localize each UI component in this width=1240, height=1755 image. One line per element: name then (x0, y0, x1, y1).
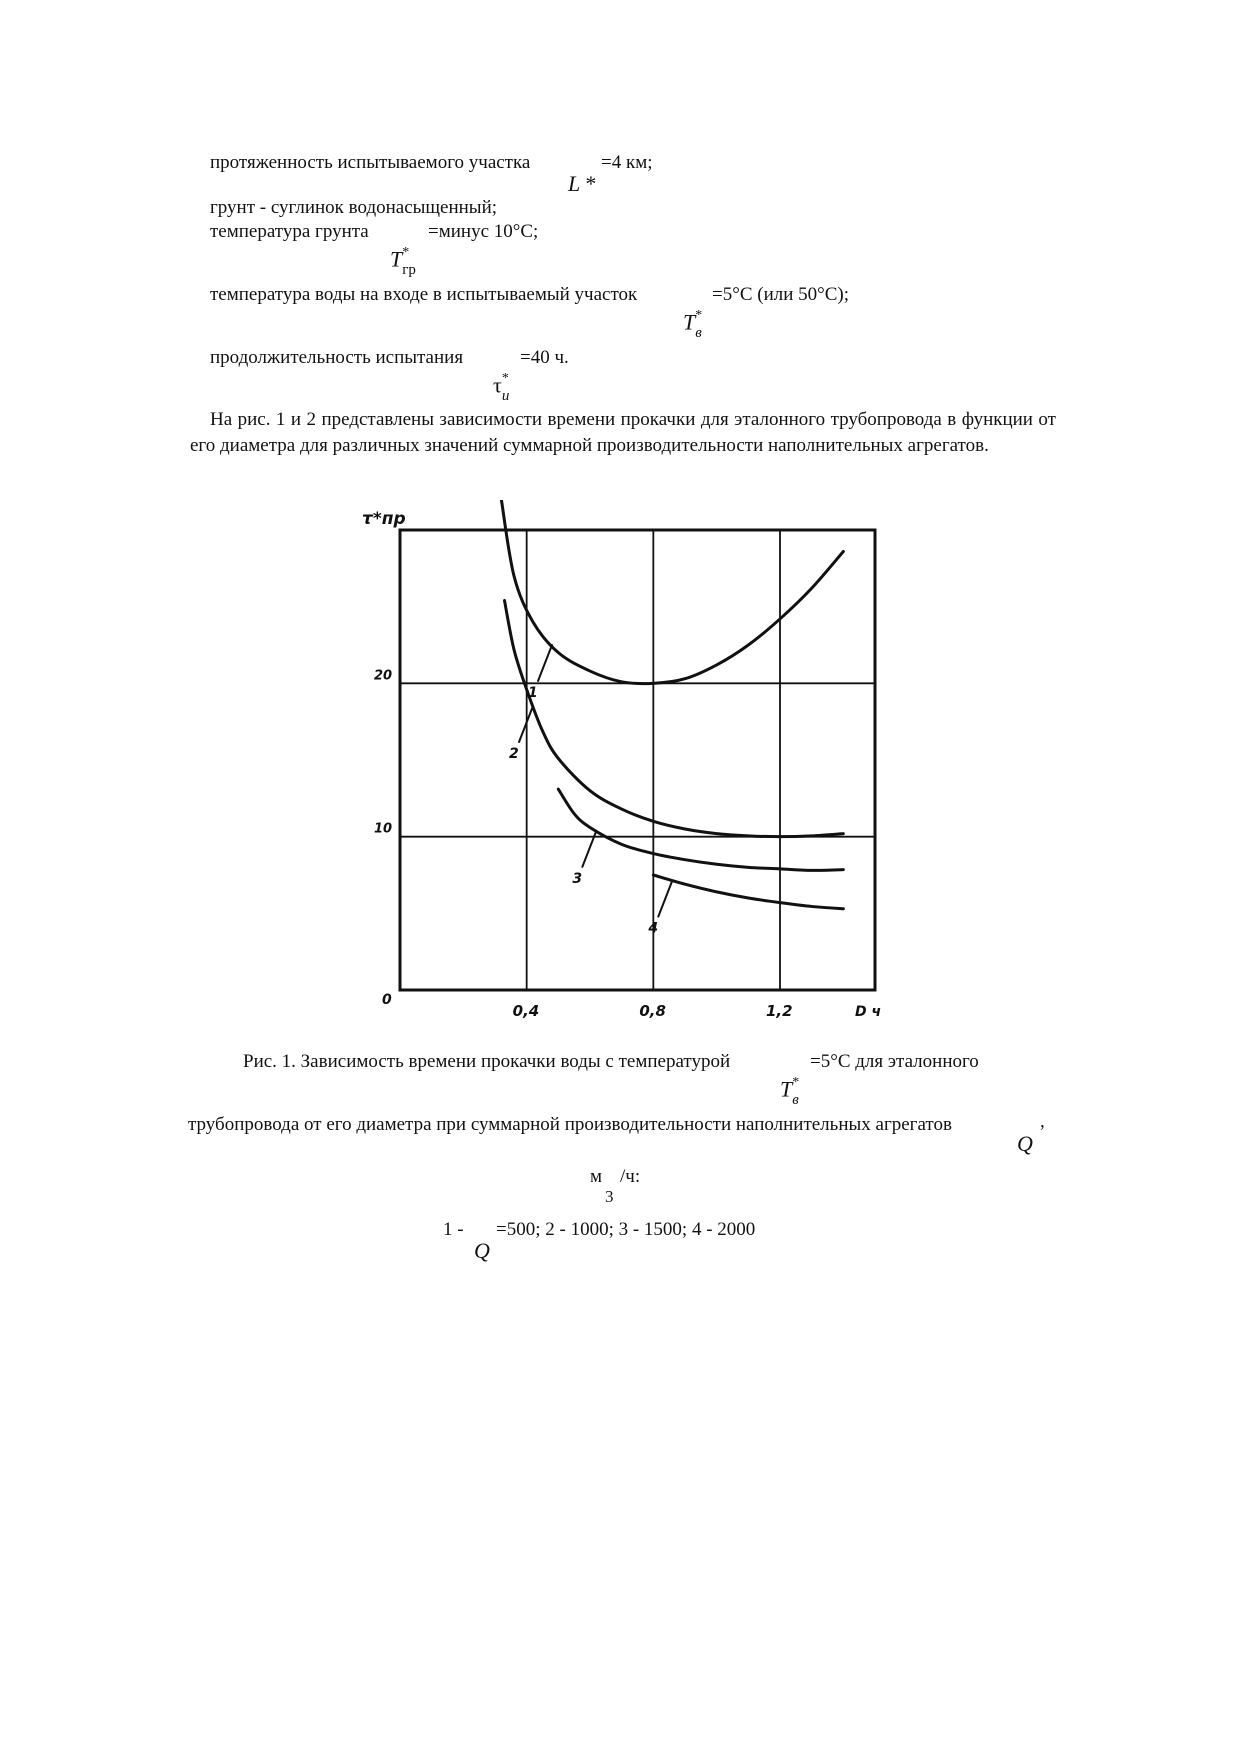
duration-label: продолжительность испытания (210, 347, 464, 368)
water-temp-label: температура воды на входе в испытываемый участок (210, 284, 638, 305)
plot-frame (400, 530, 875, 990)
length-symbol: L * (568, 171, 597, 196)
series-1-leader (538, 645, 552, 681)
soil-temp-symbol: $T^*_{гр}$ (390, 245, 416, 278)
caption-unit-exp: 3 (605, 1187, 614, 1206)
soil-type: грунт - суглинок водонасыщенный; (210, 197, 498, 218)
series-4-leader (658, 881, 672, 917)
x-axis-label: D ч (855, 1004, 882, 1020)
series-1-label: 1 (528, 685, 538, 701)
caption-unit-rest: /ч: (620, 1166, 641, 1187)
y-axis-label: τ*пр (362, 509, 406, 529)
caption-comma: , (1040, 1111, 1045, 1132)
duration-symbol: $\tau^*_и$ (493, 371, 510, 404)
caption-q-symbol: Q (1017, 1131, 1033, 1156)
x-tick-label: 0,8 (639, 1002, 666, 1020)
y-tick-label: 20 (374, 668, 393, 684)
caption-list-prefix: 1 - (443, 1219, 464, 1240)
series-4-curve (653, 875, 843, 909)
x-tick-label: 0,4 (512, 1002, 540, 1020)
soil-temp-value: =минус 10°С; (428, 221, 539, 242)
caption-line1-prefix: Рис. 1. Зависимость времени прокачки воды с температурой (243, 1051, 731, 1072)
caption-unit-m: м (590, 1166, 603, 1187)
duration-value: =40 ч. (520, 347, 569, 368)
length-value: =4 км; (601, 152, 653, 173)
caption-list-symbol: Q (474, 1238, 490, 1263)
series-1-curve (501, 500, 843, 684)
water-temp-symbol: $T^*_в$ (683, 308, 703, 341)
caption-temp-symbol: $T^*_в$ (780, 1075, 800, 1108)
soil-temp-label: температура грунта (210, 221, 369, 242)
origin-label: 0 (382, 992, 392, 1008)
x-tick-label: 1,2 (766, 1002, 793, 1020)
length-label: протяженность испытываемого участка (210, 152, 531, 173)
series-2-curve (505, 601, 844, 837)
caption-line1-suffix: =5°С для эталонного (810, 1051, 979, 1072)
figure-1-chart (355, 500, 915, 1030)
y-tick-label: 10 (374, 821, 393, 837)
series-3-label: 3 (572, 870, 583, 887)
series-3-curve (558, 789, 843, 870)
series-4-label: 4 (648, 920, 659, 937)
caption-line2: трубопровода от его диаметра при суммарной производительности наполнительных агрегатов (188, 1114, 952, 1135)
caption-list-rest: =500; 2 - 1000; 3 - 1500; 4 - 2000 (496, 1219, 756, 1240)
series-2-label: 2 (509, 746, 519, 763)
water-temp-value: =5°С (или 50°С); (712, 284, 850, 305)
intro-paragraph: На рис. 1 и 2 представлены зависимости времени прокачки для эталонного трубопровода в функции от его диаметра для различных значений суммарной производительности наполнительных агрегатов. (190, 409, 1056, 456)
